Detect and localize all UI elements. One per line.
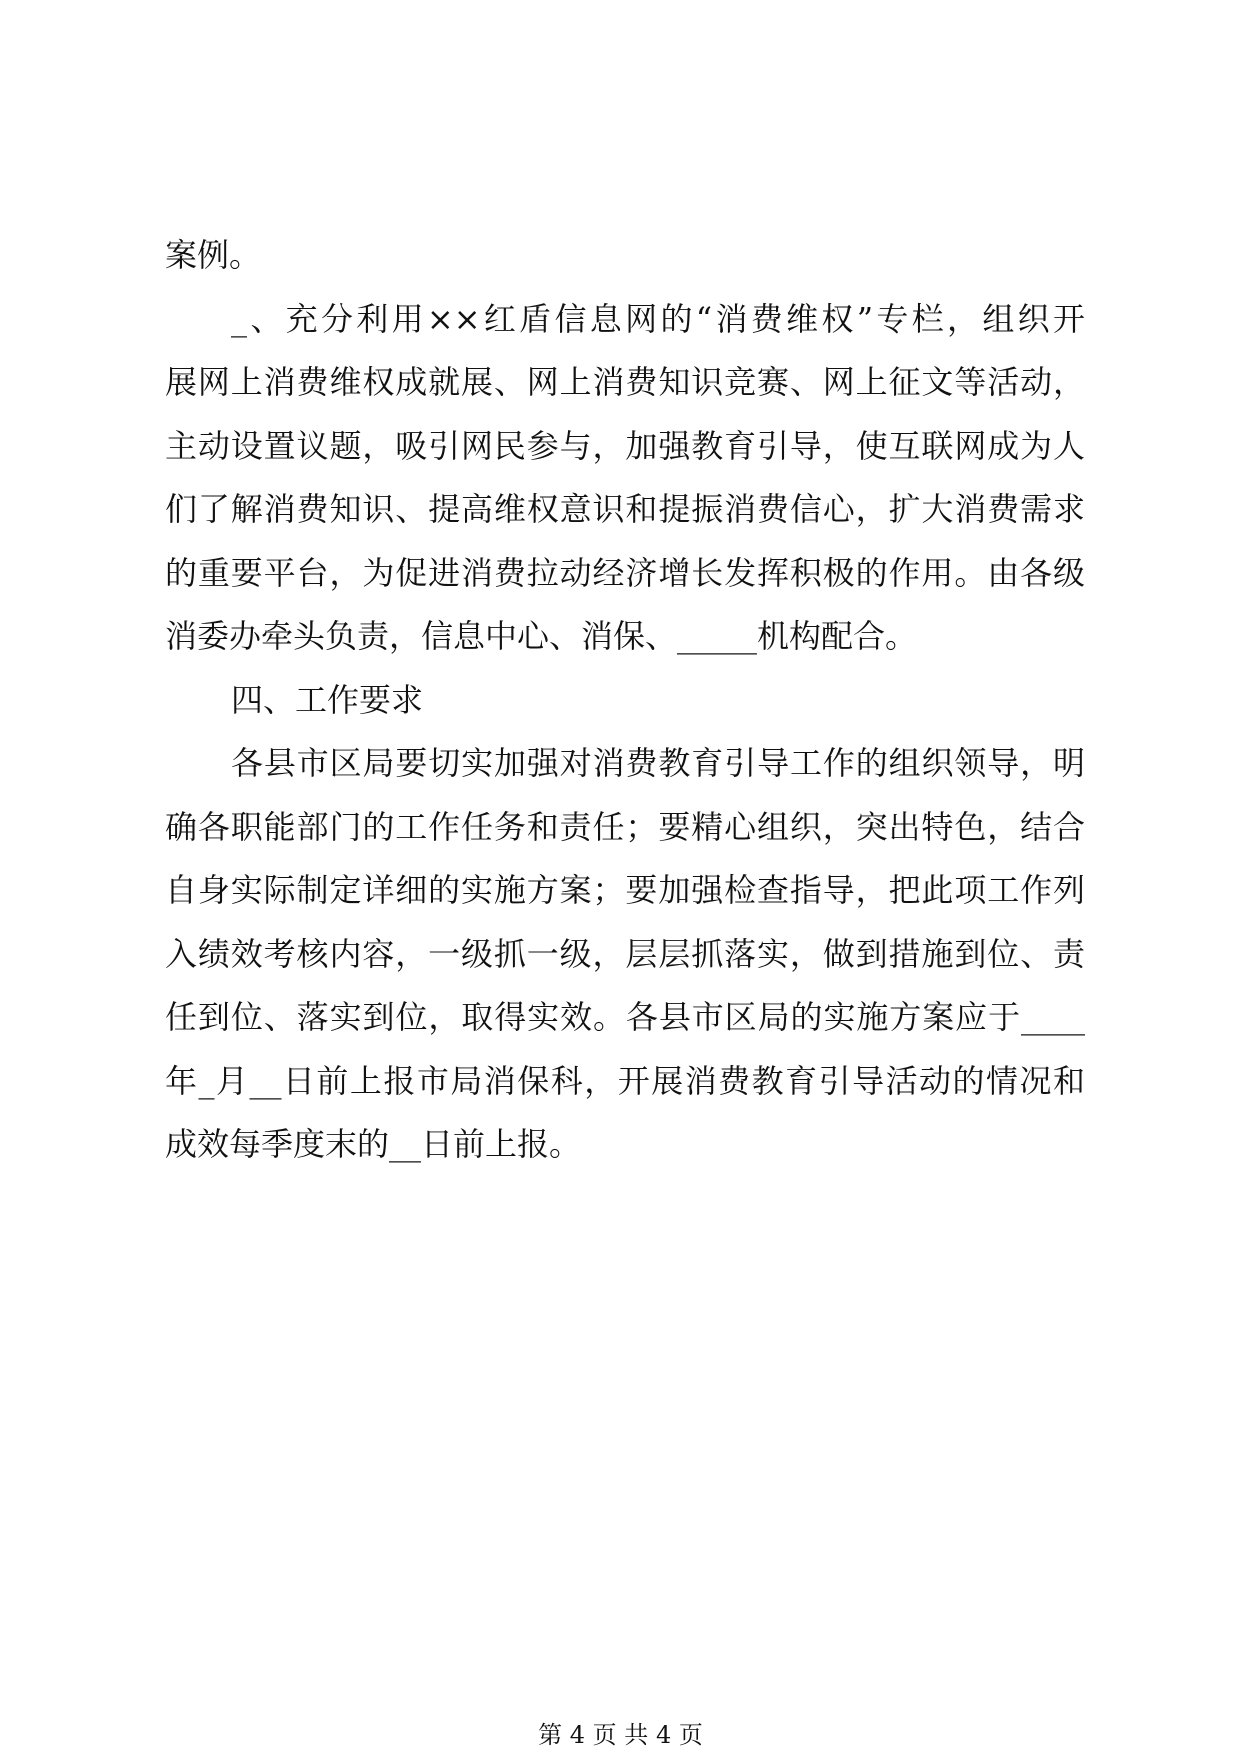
text-line: 展网上消费维权成就展、网上消费知识竞赛、网上征文等活动， bbox=[165, 363, 1085, 401]
text-line: 成效每季度末的__日前上报。 bbox=[165, 1125, 582, 1163]
text-line: 案例。 bbox=[165, 236, 262, 274]
text-line: 消委办牵头负责，信息中心、消保、_____机构配合。 bbox=[165, 617, 918, 655]
page-number-footer: 第 4 页 共 4 页 bbox=[538, 1721, 703, 1749]
text-line: 自身实际制定详细的实施方案；要加强检查指导，把此项工作列 bbox=[165, 871, 1085, 909]
text-line: 们了解消费知识、提高维权意识和提振消费信心，扩大消费需求 bbox=[165, 490, 1085, 528]
text-line: 任到位、落实到位，取得实效。各县市区局的实施方案应于____ bbox=[165, 998, 1085, 1036]
text-line: 年_月__日前上报市局消保科，开展消费教育引导活动的情况和 bbox=[165, 1061, 1085, 1100]
text-line: 确各职能部门的工作任务和责任；要精心组织，突出特色，结合 bbox=[165, 807, 1085, 846]
text-line: _、充分利用××红盾信息网的“消费维权”专栏，组织开 bbox=[231, 299, 1085, 338]
text-line: 的重要平台，为促进消费拉动经济增长发挥积极的作用。由各级 bbox=[165, 553, 1085, 592]
text-line: 入绩效考核内容，一级抓一级，层层抓落实，做到措施到位、责 bbox=[165, 934, 1085, 973]
text-line: 各县市区局要切实加强对消费教育引导工作的组织领导，明 bbox=[231, 744, 1085, 782]
document-body bbox=[165, 224, 1085, 1177]
section-heading: 四、工作要求 bbox=[231, 680, 424, 719]
text-line: 主动设置议题，吸引网民参与，加强教育引导，使互联网成为人 bbox=[165, 426, 1085, 465]
